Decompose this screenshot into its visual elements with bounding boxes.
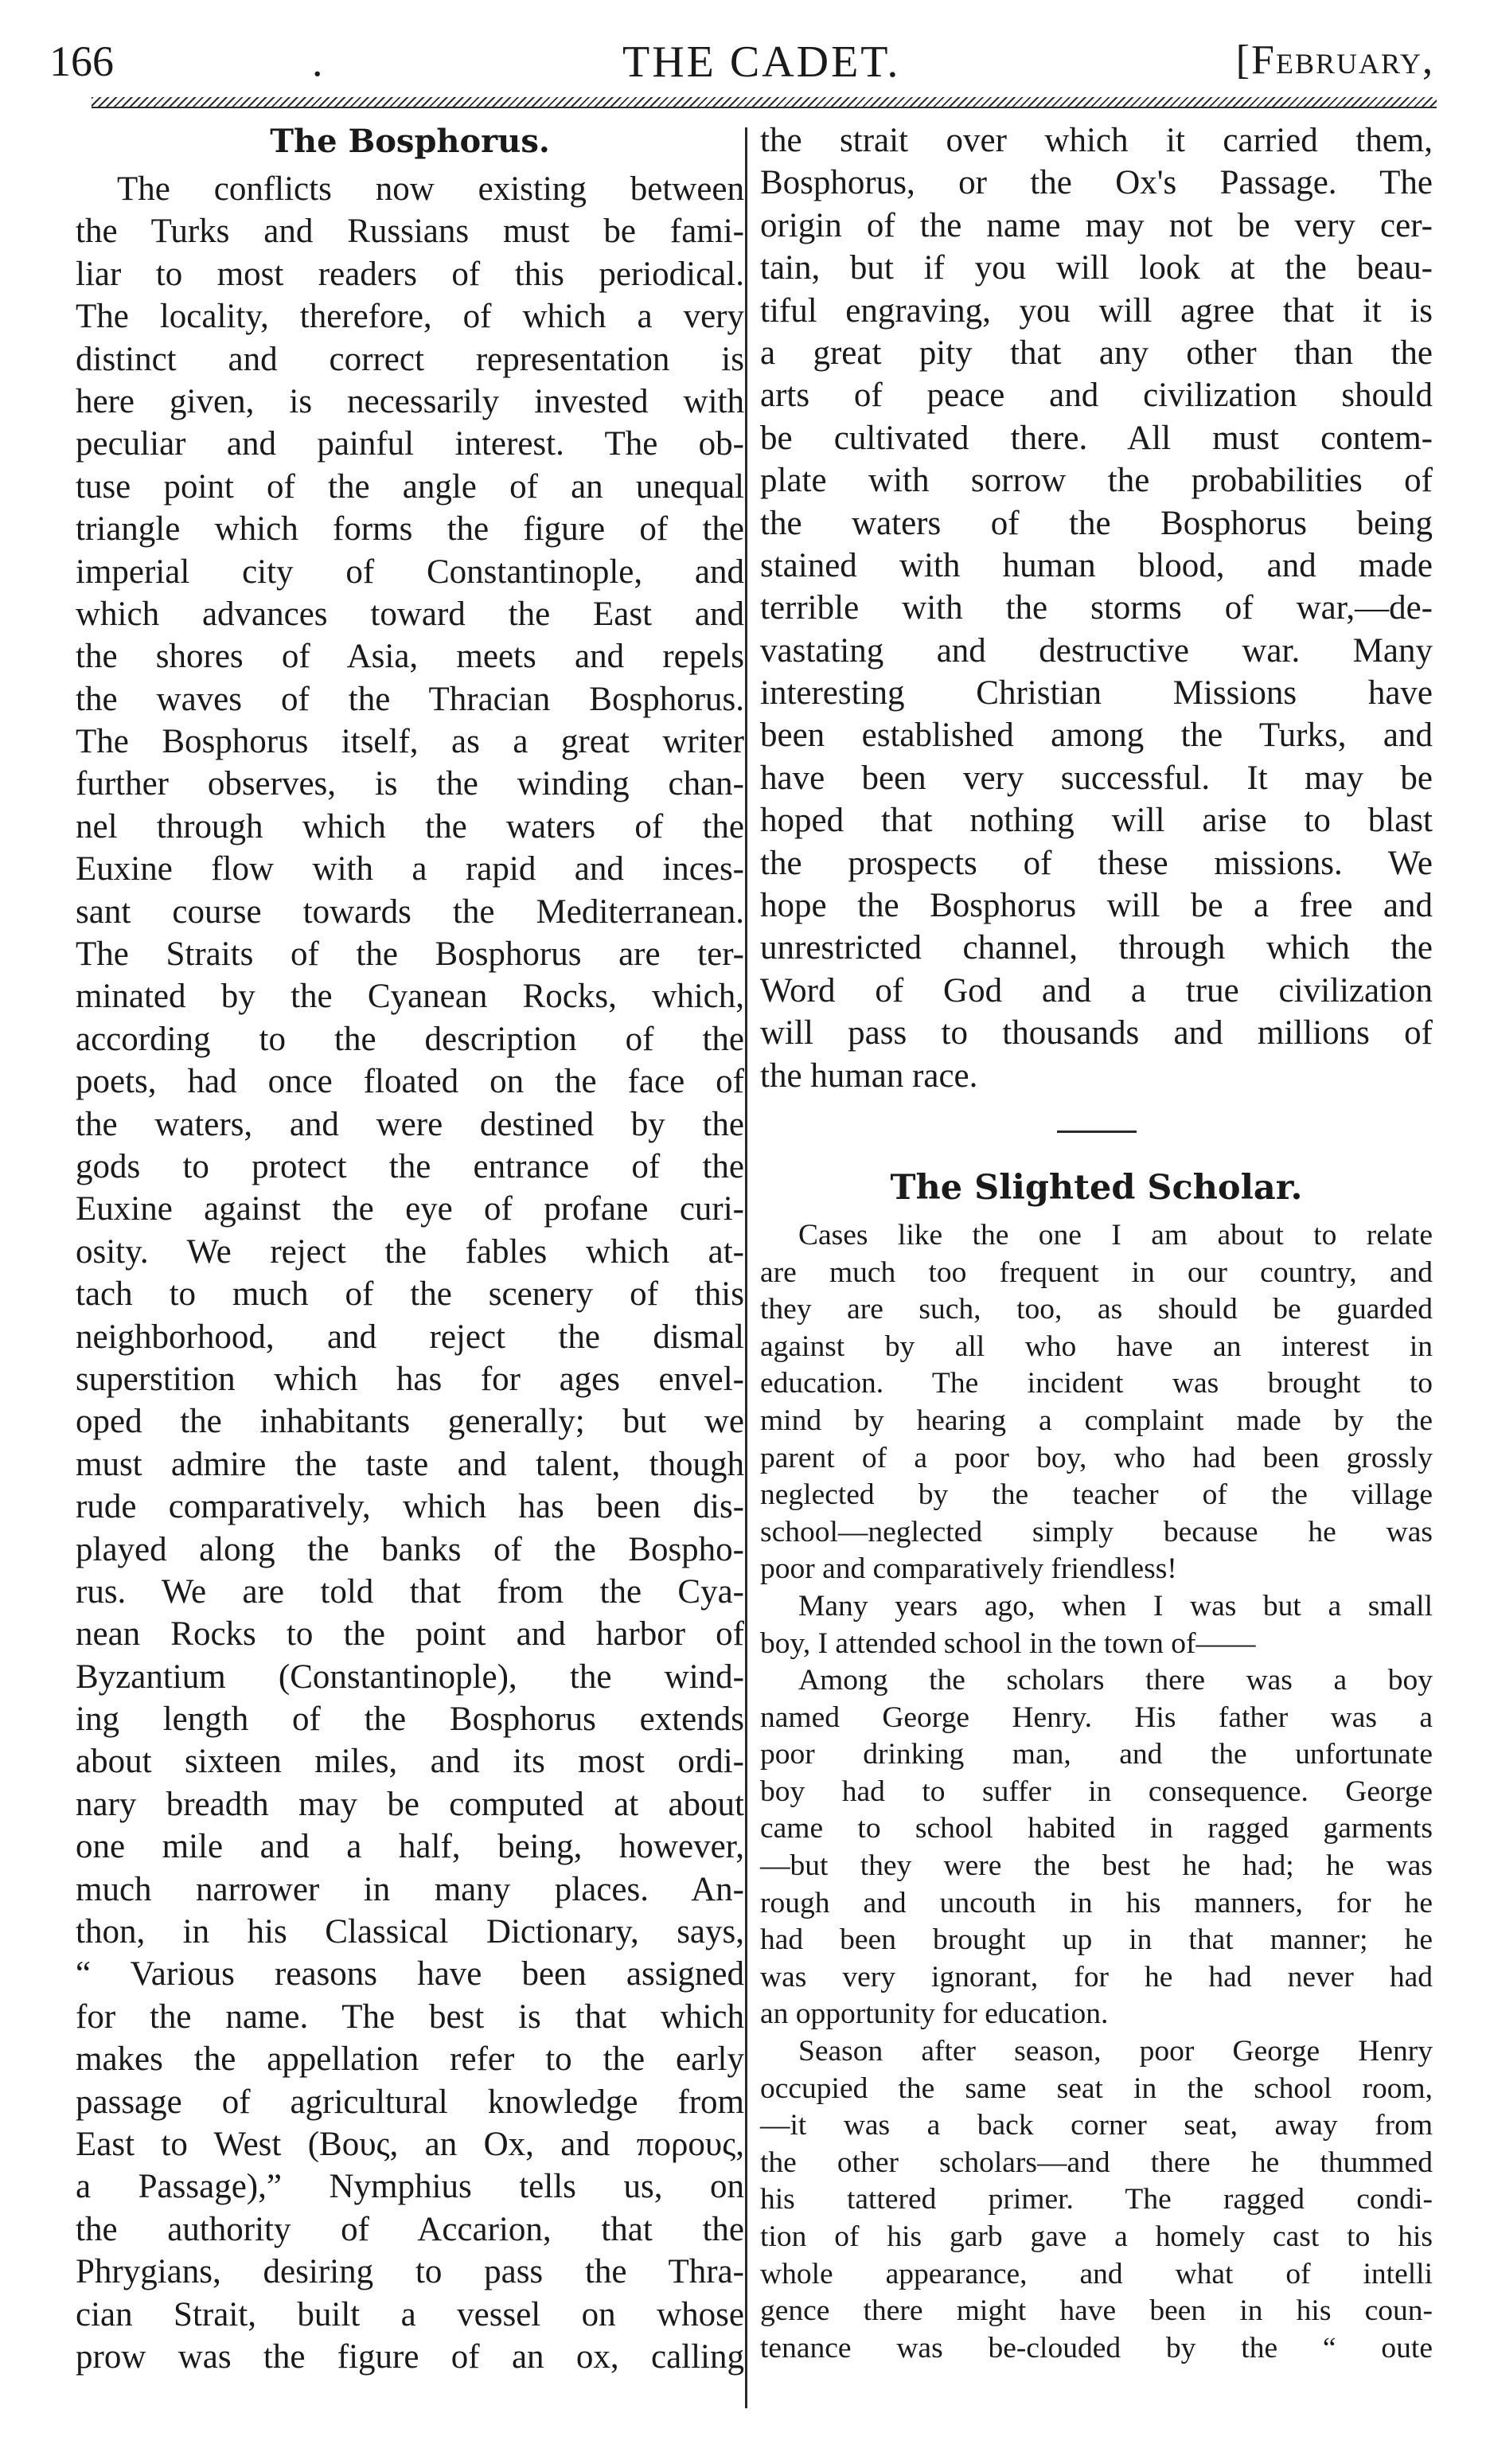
text-line: Euxine flow with a rapid and inces- — [76, 850, 744, 888]
text-line: neighborhood, and reject the dismal — [76, 1318, 744, 1356]
text-line: played along the banks of the Bospho- — [76, 1530, 744, 1568]
text-line: vastating and destructive war. Many — [760, 631, 1433, 670]
right-column — [760, 119, 1433, 2367]
text-line: prow was the figure of an ox, calling — [76, 2337, 744, 2376]
text-line: The Bosphorus itself, as a great writer — [76, 723, 744, 761]
text-line: distinct and correct representation is — [76, 340, 744, 378]
text-line: The Straits of the Bosphorus are ter- — [76, 935, 744, 974]
text-line: tuse point of the angle of an unequal — [76, 467, 744, 506]
text-line: nean Rocks to the point and harbor of — [76, 1615, 744, 1654]
paragraph — [760, 1217, 1433, 1588]
text-line: must admire the taste and talent, though — [76, 1445, 744, 1483]
text-line: further observes, is the winding chan- — [76, 765, 744, 803]
left-column — [76, 119, 744, 2378]
issue-month: [February, — [1235, 37, 1434, 83]
text-line: the Turks and Russians must be fami- — [76, 213, 744, 251]
text-line: his tattered primer. The ragged condi- — [760, 2183, 1433, 2216]
text-line: according to the description of the — [76, 1020, 744, 1058]
text-line: The locality, therefore, of which a very — [76, 298, 744, 336]
section-separator — [1057, 1130, 1137, 1133]
text-line: have been very successful. It may be — [760, 759, 1433, 797]
text-line: —but they were the best he had; he was — [760, 1849, 1433, 1883]
text-line: whole appearance, and what of intelli — [760, 2257, 1433, 2290]
article-title-slighted-scholar: The Slighted Scholar. — [890, 1167, 1303, 1208]
text-line: Byzantium (Constantinople), the wind- — [76, 1658, 744, 1696]
text-line: they are such, too, as should be guarded — [760, 1293, 1433, 1326]
text-line: are much too frequent in our country, and — [760, 1255, 1433, 1289]
text-line: boy, I attended school in the town of—— — [760, 1626, 1256, 1660]
text-line: tain, but if you will look at the beau- — [760, 249, 1433, 287]
text-line: ing length of the Bosphorus extends — [76, 1701, 744, 1739]
text-line: minated by the Cyanean Rocks, which, — [76, 978, 744, 1016]
text-line: the waters of the Bosphorus being — [760, 504, 1433, 542]
text-line: the other scholars—and there he thummed — [760, 2146, 1433, 2179]
text-line: The conflicts now existing between — [117, 170, 744, 208]
text-line: about sixteen miles, and its most ordi- — [76, 1743, 744, 1781]
text-line: Phrygians, desiring to pass the Thra- — [76, 2253, 744, 2291]
text-line: gence there might have been in his coun- — [760, 2294, 1433, 2328]
text-line: stained with human blood, and made — [760, 546, 1433, 584]
header-wavy-rule — [92, 97, 1437, 108]
text-line: Season after season, poor George Henry — [798, 2035, 1433, 2068]
text-line: superstition which has for ages envel- — [76, 1360, 744, 1398]
text-line: much narrower in many places. An- — [76, 1870, 744, 1908]
text-line: “ Various reasons have been assigned — [76, 1955, 744, 1993]
text-line: nary breadth may be computed at about — [76, 1785, 744, 1823]
paragraph — [760, 1588, 1433, 1662]
text-line: boy had to suffer in consequence. George — [760, 1775, 1433, 1808]
text-line: been established among the Turks, and — [760, 717, 1433, 755]
text-line: neglected by the teacher of the village — [760, 1478, 1433, 1512]
text-line: poor and comparatively friendless! — [760, 1552, 1177, 1586]
text-line: thon, in his Classical Dictionary, says, — [76, 1913, 744, 1951]
text-line: origin of the name may not be very cer- — [760, 206, 1433, 244]
text-line: the shores of Asia, meets and repels — [76, 638, 744, 676]
column-divider — [745, 127, 747, 2408]
text-line: an opportunity for education. — [760, 1997, 1109, 2031]
text-line: tiful engraving, you will agree that it is — [760, 291, 1433, 330]
paragraph — [760, 1662, 1433, 2033]
text-line: tion of his garb gave a homely cast to his — [760, 2220, 1433, 2254]
text-line: interesting Christian Missions have — [760, 674, 1433, 713]
text-line: named George Henry. His father was a — [760, 1701, 1433, 1734]
text-line: the waves of the Thracian Bosphorus. — [76, 680, 744, 718]
text-line: Among the scholars there was a boy — [798, 1664, 1433, 1697]
text-line: the authority of Accarion, that the — [76, 2210, 744, 2248]
text-line: occupied the same seat in the school room, — [760, 2072, 1433, 2105]
text-line: the waters, and were destined by the — [76, 1105, 744, 1143]
text-line: the human race. — [760, 1056, 978, 1095]
text-line: passage of agricultural knowledge from — [76, 2083, 744, 2121]
text-line: gods to protect the entrance of the — [76, 1147, 744, 1185]
text-line: terrible with the storms of war,—de- — [760, 589, 1433, 627]
text-line: makes the appellation refer to the early — [76, 2040, 744, 2079]
text-line: here given, is necessarily invested with — [76, 382, 744, 420]
text-line: Bosphorus, or the Ox's Passage. The — [760, 164, 1433, 202]
text-line: peculiar and painful interest. The ob- — [76, 425, 744, 463]
text-line: was very ignorant, for he had never had — [760, 1960, 1433, 1993]
text-line: against by all who have an interest in — [760, 1330, 1433, 1363]
article-body-bosphorus — [76, 168, 744, 2378]
text-line: a great pity that any other than the — [760, 334, 1433, 372]
text-line: tach to much of the scenery of this — [76, 1275, 744, 1314]
text-line: education. The incident was brought to — [760, 1367, 1433, 1400]
text-line: the prospects of these missions. We — [760, 844, 1433, 882]
text-line: for the name. The best is that which — [76, 1997, 744, 2036]
text-line: hoped that nothing will arise to blast — [760, 802, 1433, 840]
text-line: be cultivated there. All must contem- — [760, 419, 1433, 457]
text-line: Many years ago, when I was but a small — [798, 1589, 1433, 1622]
text-line: osity. We reject the fables which at- — [76, 1232, 744, 1271]
text-line: liar to most readers of this periodical. — [76, 255, 744, 293]
text-line: had been brought up in that manner; he — [760, 1923, 1433, 1957]
text-line: parent of a poor boy, who had been grossly — [760, 1441, 1433, 1474]
text-line: sant course towards the Mediterranean. — [76, 892, 744, 931]
page-header — [49, 30, 1434, 99]
text-line: one mile and a half, being, however, — [76, 1828, 744, 1866]
text-line: school—neglected simply because he was — [760, 1515, 1433, 1548]
text-line: a Passage),” Nymphius tells us, on — [76, 2168, 744, 2206]
text-line: which advances toward the East and — [76, 595, 744, 633]
text-line: mind by hearing a complaint made by the — [760, 1404, 1433, 1437]
text-line: tenance was be-clouded by the “ oute — [760, 2331, 1433, 2364]
journal-title: THE CADET. — [622, 37, 901, 87]
text-line: imperial city of Constantinople, and — [76, 553, 744, 591]
text-line: Word of God and a true civilization — [760, 971, 1433, 1009]
text-line: poor drinking man, and the unfortunate — [760, 1738, 1433, 1771]
text-line: plate with sorrow the probabilities of — [760, 462, 1433, 500]
text-line: Cases like the one I am about to relate — [798, 1218, 1433, 1252]
text-line: —it was a back corner seat, away from — [760, 2109, 1433, 2142]
page-number: 166 — [49, 37, 114, 85]
text-line: East to West (Βους, an Ox, and πορους, — [76, 2125, 744, 2163]
article-body-slighted-scholar — [760, 1217, 1433, 2367]
paragraph — [760, 2033, 1433, 2367]
text-line: came to school habited in ragged garments — [760, 1812, 1433, 1845]
text-line: unrestricted channel, through which the — [760, 929, 1433, 967]
text-line: nel through which the waters of the — [76, 807, 744, 845]
article-continuation-bosphorus — [760, 119, 1433, 1097]
text-line: arts of peace and civilization should — [760, 377, 1433, 415]
text-line: Euxine against the eye of profane curi- — [76, 1190, 744, 1228]
text-line: the strait over which it carried them, — [760, 122, 1433, 159]
text-line: oped the inhabitants generally; but we — [76, 1403, 744, 1441]
text-line: rude comparatively, which has been dis- — [76, 1488, 744, 1526]
text-line: rus. We are told that from the Cya- — [76, 1572, 744, 1611]
text-line: cian Strait, built a vessel on whose — [76, 2295, 744, 2333]
text-line: rough and uncouth in his manners, for he — [760, 1886, 1433, 1919]
text-line: triangle which forms the figure of the — [76, 510, 744, 549]
header-dot: . — [312, 37, 323, 85]
text-line: poets, had once floated on the face of — [76, 1063, 744, 1101]
article-title-bosphorus: The Bosphorus. — [270, 123, 550, 160]
text-line: hope the Bosphorus will be a free and — [760, 887, 1433, 925]
text-line: will pass to thousands and millions of — [760, 1014, 1433, 1052]
